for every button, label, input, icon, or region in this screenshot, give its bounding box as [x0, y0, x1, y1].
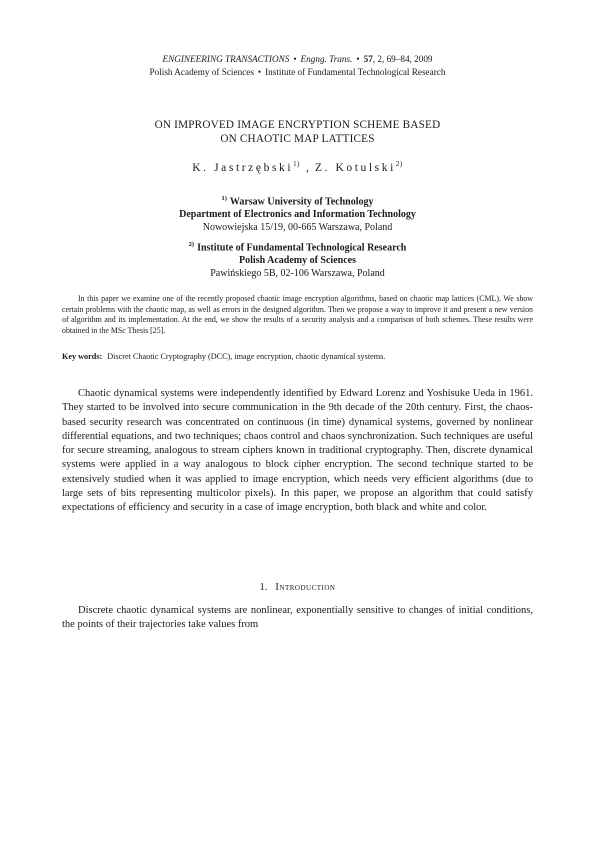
author-affiliation-marker: 1): [293, 160, 301, 168]
affiliation-1: [0, 192, 595, 234]
journal-header: [0, 53, 595, 79]
journal-publisher-line: [0, 66, 595, 79]
intro-paragraph: Chaotic dynamical systems were independently identified by Edward Lorenz and Yoshisuke Ueda in 1961. They started to be involved into secure communication in the 9th decade of the 20th century. First, the chaos-based security research was concentrated on continuous (in time) dynamical systems, governed by nonlinear differential equations, and two techniques; chaos control and chaos synchronization. Such techniques are useful for secure streaming, analogous to stream ciphers known in traditional cryptography. Then, discrete dynamical systems were applied in a way analogous to block cipher encryption. The second technique started to be extensively studied when it was applied to image encryption, which needs very efficient algorithms (due to large sets of bits representing multicolor pixels). In this paper, we propose an algorithm that could satisfy expectations of efficiency and security in a case of image encryption, both black and white and color.: [62, 388, 533, 514]
affiliation-2: [0, 238, 595, 280]
author-name: Z. Kotulski: [314, 161, 396, 174]
journal-abbrev: Engng. Trans.: [300, 54, 353, 64]
author-list: [0, 160, 595, 174]
paper-title-line-1: ON IMPROVED IMAGE ENCRYPTION SCHEME BASED: [154, 119, 441, 131]
affiliation-org: Warsaw University of Technology: [229, 196, 374, 208]
section-number: 1.: [259, 582, 268, 593]
author-separator: ,: [306, 161, 309, 174]
affiliation-department: Polish Academy of Sciences: [239, 255, 356, 267]
keywords: [62, 351, 533, 362]
section-paragraph: Discrete chaotic dynamical systems are nonlinear, exponentially sensitive to changes of initial conditions, the points of their trajectories take values from: [62, 605, 533, 631]
affiliation-marker: 1): [221, 195, 227, 202]
paper-title: [0, 118, 595, 146]
section-heading: [0, 582, 595, 593]
abstract: In this paper we examine one of the recently proposed chaotic image encryption algorithms, based on chaotic map lattices (CML). We show certain problems with the chaotic map, as well as errors in the designed algorithm. Then we propose a way to improve it and present a new version of algorithm and its implementation. At the end, we show the results of a security analysis and a comparison of both schemes. These results were obtained in the MSc Thesis [25].: [62, 294, 533, 335]
section-title: Introduction: [275, 582, 336, 593]
journal-publisher: Polish Academy of Sciences: [149, 67, 254, 77]
journal-institute: Institute of Fundamental Technological Research: [265, 67, 446, 77]
affiliation-marker: 2): [188, 241, 195, 248]
affiliation-department: Department of Electronics and Information Technology: [179, 209, 416, 221]
journal-citation-line: [0, 53, 595, 66]
affiliation-org: Institute of Fundamental Technological Research: [197, 242, 407, 254]
affiliation-address: Nowowiejska 15/19, 00-665 Warszawa, Poland: [202, 222, 393, 234]
author-name: K. Jastrzębski: [192, 161, 294, 174]
affiliation-address: Pawińskiego 5B, 02-106 Warszawa, Poland: [210, 268, 385, 280]
journal-name: ENGINEERING TRANSACTIONS: [162, 54, 290, 64]
paper-title-line-2: ON CHAOTIC MAP LATTICES: [220, 133, 375, 145]
journal-volume: 57: [363, 54, 373, 64]
author-affiliation-marker: 2): [395, 160, 403, 168]
journal-issue-pages-year: , 2, 69–84, 2009: [372, 54, 433, 64]
bullet-separator: •: [293, 54, 297, 64]
bullet-separator: •: [257, 67, 262, 77]
keywords-label: Key words:: [62, 352, 103, 361]
bullet-separator: •: [356, 54, 360, 64]
keywords-text: Discret Chaotic Cryptography (DCC), image encryption, chaotic dynamical systems.: [107, 352, 386, 361]
